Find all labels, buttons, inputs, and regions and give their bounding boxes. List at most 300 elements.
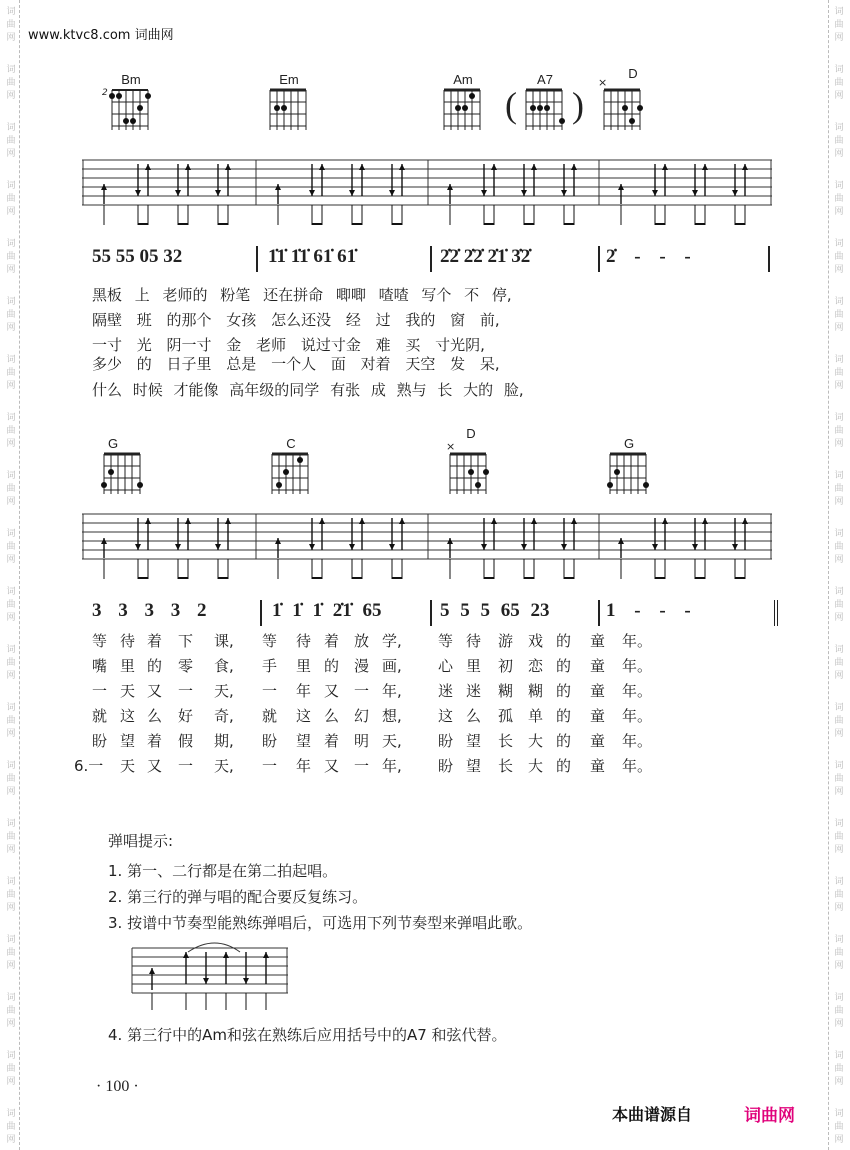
watermark-glyph: 词 — [6, 123, 16, 133]
strum-arrow — [662, 164, 668, 170]
measure: 2̇ - - - — [598, 246, 770, 272]
rhythm-pattern-example — [130, 940, 290, 1010]
watermark-glyph: 网 — [6, 497, 16, 507]
watermark-glyph: 曲 — [6, 658, 16, 668]
watermark-glyph: 曲 — [6, 310, 16, 320]
watermark-glyph: 网 — [6, 1019, 16, 1029]
strum-arrow — [145, 164, 151, 170]
strum-arrow — [185, 164, 191, 170]
watermark-glyph: 网 — [6, 33, 16, 43]
lyric-line: 黑板 上 老师的 粉笔 还在拼命 唧唧 喳喳 写个 不 停, — [92, 286, 512, 304]
lyric-char: 大 — [528, 757, 544, 775]
watermark-glyph: 曲 — [834, 136, 844, 146]
lyric-char: 学, — [382, 632, 402, 650]
lyric-char: 等 — [262, 632, 278, 650]
watermark-glyph: 词 — [834, 761, 844, 771]
lyric-char: 着 — [147, 632, 163, 650]
lyric-char: 一 — [262, 682, 278, 700]
strum-arrow — [692, 544, 698, 550]
strum-arrow — [652, 190, 658, 196]
strum-arrow — [521, 544, 527, 550]
watermark-glyph: 曲 — [834, 426, 844, 436]
watermark-glyph: 词 — [6, 1109, 16, 1119]
watermark-glyph: 词 — [6, 761, 16, 771]
lyric-char: 童 — [590, 707, 606, 725]
strum-arrow — [399, 518, 405, 524]
lyric-char: 长 — [498, 757, 514, 775]
watermark-glyph: 网 — [6, 787, 16, 797]
lyric-char: 天 — [120, 757, 136, 775]
lyric-char: 么 — [147, 707, 163, 725]
watermark-glyph: 曲 — [6, 20, 16, 30]
page-number: · 100 · — [96, 1078, 139, 1095]
lyric-line: 什么 时候 才能像 高年级的同学 有张 成 熟与 长 大的 脸, — [92, 381, 524, 399]
strum-arrow — [571, 164, 577, 170]
lyric-char: 童 — [590, 657, 606, 675]
lyric-char: 糊 — [498, 682, 514, 700]
lyric-char: 长 — [498, 732, 514, 750]
tip-item: 4. 第三行中的Am和弦在熟练后应用括号中的A7 和弦代替。 — [108, 1026, 507, 1044]
lyric-char: 望 — [296, 732, 312, 750]
watermark-glyph: 曲 — [6, 194, 16, 204]
watermark-glyph: 词 — [834, 413, 844, 423]
lyric-char: 一 — [178, 682, 194, 700]
watermark-glyph: 曲 — [6, 484, 16, 494]
lyric-char: 待 — [120, 632, 136, 650]
watermark-glyph: 曲 — [6, 832, 16, 842]
watermark-glyph: 曲 — [834, 1122, 844, 1132]
lyric-char: 这 — [296, 707, 312, 725]
watermark-glyph: 词 — [6, 703, 16, 713]
strum-tab-line-1 — [82, 158, 772, 228]
lyric-char: 食, — [214, 657, 234, 675]
lyric-char: 幻 — [354, 707, 370, 725]
lyric-char: 里 — [466, 657, 482, 675]
open-paren: ( — [505, 85, 517, 125]
watermark-glyph: 曲 — [6, 1064, 16, 1074]
watermark-glyph: 网 — [6, 961, 16, 971]
lyric-char: 一 — [354, 682, 370, 700]
watermark-glyph: 词 — [6, 413, 16, 423]
watermark-glyph: 网 — [6, 613, 16, 623]
strum-arrow — [215, 544, 221, 550]
lyric-char: 年。 — [622, 732, 653, 750]
watermark-glyph: 曲 — [834, 542, 844, 552]
strum-arrow — [399, 164, 405, 170]
watermark-glyph: 网 — [834, 265, 844, 275]
watermark-glyph: 网 — [834, 787, 844, 797]
lyric-char: 期, — [214, 732, 234, 750]
chord-name: A7 — [537, 72, 553, 87]
watermark-glyph: 网 — [6, 439, 16, 449]
watermark-glyph: 曲 — [6, 716, 16, 726]
strum-arrow — [359, 164, 365, 170]
strum-arrow — [389, 544, 395, 550]
watermark-glyph: 词 — [834, 239, 844, 249]
strum-arrow — [491, 518, 497, 524]
watermark-glyph: 词 — [6, 993, 16, 1003]
watermark-glyph: 词 — [834, 993, 844, 1003]
lyric-char: 年 — [296, 682, 312, 700]
watermark-glyph: 词 — [6, 587, 16, 597]
strum-arrow — [491, 164, 497, 170]
lyric-char: 一 — [262, 757, 278, 775]
watermark-glyph: 网 — [6, 1135, 16, 1145]
watermark-glyph: 词 — [6, 529, 16, 539]
lyric-char: 童 — [590, 682, 606, 700]
lyric-char: 的 — [556, 657, 572, 675]
strum-arrow — [319, 164, 325, 170]
strum-arrow — [702, 164, 708, 170]
watermark-glyph: 词 — [834, 65, 844, 75]
lyric-char: 奇, — [214, 707, 234, 725]
strum-arrow — [175, 544, 181, 550]
lyric-char: 盼 — [262, 732, 278, 750]
strum-arrow — [481, 190, 487, 196]
mute-mark: × — [446, 440, 456, 453]
watermark-glyph: 曲 — [6, 78, 16, 88]
watermark-glyph: 词 — [6, 645, 16, 655]
lyric-char: 年。 — [622, 632, 653, 650]
watermark-glyph: 词 — [834, 1109, 844, 1119]
lyric-char: 初 — [498, 657, 514, 675]
chord-grid — [266, 88, 312, 136]
strum-arrow — [531, 518, 537, 524]
strum-arrow — [521, 190, 527, 196]
lyric-char: 画, — [382, 657, 402, 675]
lyric-char: 恋 — [528, 657, 544, 675]
chord-name: G — [623, 436, 635, 451]
lyric-char: 零 — [178, 657, 194, 675]
close-paren: ) — [572, 85, 584, 125]
watermark-glyph: 网 — [834, 91, 844, 101]
watermark-glyph: 词 — [6, 65, 16, 75]
lyric-char: 待 — [296, 632, 312, 650]
lyric-char: 漫 — [354, 657, 370, 675]
chord-grid — [446, 452, 492, 500]
strum-arrow — [349, 190, 355, 196]
lyric-char: 盼 — [92, 732, 108, 750]
lyric-char: 一 — [178, 757, 194, 775]
lyric-char: 盼 — [438, 757, 454, 775]
lyric-char: 里 — [296, 657, 312, 675]
watermark-glyph: 网 — [834, 33, 844, 43]
watermark-glyph: 网 — [6, 323, 16, 333]
watermark-glyph: 网 — [834, 1019, 844, 1029]
lyric-char: 的 — [147, 657, 163, 675]
tips-title: 弹唱提示: — [108, 832, 174, 850]
lyric-char: 又 — [324, 757, 340, 775]
left-watermark-strip — [4, 0, 18, 1150]
chord-g-2 — [606, 436, 652, 506]
lyric-char: 6.一 — [74, 757, 104, 775]
watermark-glyph: 曲 — [834, 774, 844, 784]
chord-name: D — [628, 66, 638, 81]
strum-arrow — [309, 544, 315, 550]
lyric-char: 单 — [528, 707, 544, 725]
strum-pattern — [149, 952, 269, 1010]
chord-bm — [102, 72, 154, 142]
strum-arrow — [531, 164, 537, 170]
chord-name: Am — [453, 72, 473, 87]
chord-name: C — [286, 436, 296, 451]
watermark-glyph: 网 — [834, 207, 844, 217]
chord-name: G — [107, 436, 119, 451]
watermark-glyph: 网 — [6, 671, 16, 681]
watermark-glyph: 曲 — [6, 368, 16, 378]
chord-name: Bm — [121, 72, 141, 87]
chord-grid — [108, 88, 154, 136]
watermark-glyph: 曲 — [834, 1006, 844, 1016]
strum-arrow — [225, 518, 231, 524]
lyric-char: 又 — [147, 757, 163, 775]
lyric-char: 望 — [120, 732, 136, 750]
measure: 1 - - - — [598, 600, 778, 626]
watermark-glyph: 曲 — [6, 600, 16, 610]
strum-arrow — [149, 968, 155, 974]
right-watermark-strip — [832, 0, 846, 1150]
strum-arrow — [389, 190, 395, 196]
watermark-glyph: 词 — [6, 239, 16, 249]
strum-arrow — [243, 978, 249, 984]
watermark-glyph: 词 — [834, 529, 844, 539]
lyric-char: 年。 — [622, 657, 653, 675]
watermark-glyph: 网 — [6, 91, 16, 101]
strum-arrow — [175, 190, 181, 196]
watermark-glyph: 词 — [6, 935, 16, 945]
watermark-glyph: 网 — [834, 149, 844, 159]
watermark-glyph: 词 — [6, 1051, 16, 1061]
watermark-glyph: 词 — [834, 703, 844, 713]
strum-arrow — [732, 190, 738, 196]
strum-arrow — [561, 190, 567, 196]
brand-logo[interactable]: 词曲网 — [744, 1106, 795, 1126]
measure: 5 5 5 65 23 — [430, 600, 550, 626]
strum-arrow — [309, 190, 315, 196]
watermark-glyph: 词 — [834, 297, 844, 307]
lyric-char: 戏 — [528, 632, 544, 650]
lyric-char: 就 — [262, 707, 278, 725]
lyric-char: 明 — [354, 732, 370, 750]
mute-mark: × — [598, 76, 608, 89]
lyric-char: 的 — [324, 657, 340, 675]
lyric-char: 想, — [382, 707, 402, 725]
watermark-glyph: 词 — [6, 297, 16, 307]
watermark-glyph: 曲 — [834, 194, 844, 204]
watermark-glyph: 词 — [834, 471, 844, 481]
strum-arrow — [215, 190, 221, 196]
watermark-glyph: 曲 — [834, 658, 844, 668]
watermark-glyph: 词 — [834, 877, 844, 887]
tip-item: 3. 按谱中节奏型能熟练弹唱后，可选用下列节奏型来弹唱此歌。 — [108, 914, 533, 932]
measure: 55 55 05 32 — [92, 246, 183, 267]
watermark-glyph: 曲 — [6, 542, 16, 552]
watermark-glyph: 词 — [834, 1051, 844, 1061]
watermark-glyph: 曲 — [834, 20, 844, 30]
jianpu-line-1 — [80, 246, 780, 274]
watermark-glyph: 网 — [6, 729, 16, 739]
lyric-char: 年。 — [622, 757, 653, 775]
lyric-char: 的 — [556, 682, 572, 700]
strum-arrow — [185, 518, 191, 524]
watermark-glyph: 网 — [834, 497, 844, 507]
lyric-char: 里 — [120, 657, 136, 675]
watermark-glyph: 词 — [834, 935, 844, 945]
lyric-char: 望 — [466, 757, 482, 775]
watermark-glyph: 网 — [6, 149, 16, 159]
watermark-glyph: 曲 — [834, 716, 844, 726]
lyric-char: 待 — [466, 632, 482, 650]
watermark-glyph: 网 — [834, 613, 844, 623]
chord-c — [268, 436, 314, 506]
measure: 3 3 3 3 2 — [92, 600, 207, 621]
watermark-glyph: 网 — [6, 555, 16, 565]
strum-arrow — [135, 190, 141, 196]
lyric-char: 这 — [120, 707, 136, 725]
chord-a7 — [522, 72, 568, 142]
lyric-char: 糊 — [528, 682, 544, 700]
strum-tab-line-2 — [82, 512, 772, 582]
lyric-char: 着 — [324, 632, 340, 650]
tip-item: 2. 第三行的弹与唱的配合要反复练习。 — [108, 888, 368, 906]
strum-arrow — [263, 952, 269, 958]
lyric-char: 心 — [438, 657, 454, 675]
strum-arrow — [225, 164, 231, 170]
watermark-glyph: 网 — [834, 381, 844, 391]
watermark-glyph: 网 — [6, 903, 16, 913]
chord-am — [440, 72, 486, 142]
strum-arrow — [742, 518, 748, 524]
watermark-glyph: 曲 — [6, 1122, 16, 1132]
watermark-glyph: 网 — [834, 671, 844, 681]
chord-grid — [522, 88, 568, 136]
measure: 1̇ 1̇ 1̇ 2̇1̇ 65 — [260, 600, 382, 626]
lyric-char: 等 — [92, 632, 108, 650]
lyric-char: 么 — [324, 707, 340, 725]
watermark-glyph: 词 — [834, 181, 844, 191]
watermark-glyph: 曲 — [834, 78, 844, 88]
lyric-char: 童 — [590, 632, 606, 650]
watermark-glyph: 词 — [6, 819, 16, 829]
strum-arrow — [732, 544, 738, 550]
watermark-glyph: 词 — [834, 7, 844, 17]
strum-arrow — [742, 164, 748, 170]
lyric-char: 天 — [120, 682, 136, 700]
watermark-glyph: 曲 — [834, 890, 844, 900]
fret-number: 2 — [102, 88, 108, 98]
strum-arrow — [359, 518, 365, 524]
chord-d — [600, 66, 646, 142]
watermark-glyph: 词 — [834, 587, 844, 597]
lyric-char: 这 — [438, 707, 454, 725]
lyric-char: 又 — [147, 682, 163, 700]
lyric-char: 手 — [262, 657, 278, 675]
lyric-char: 大 — [528, 732, 544, 750]
watermark-glyph: 曲 — [6, 252, 16, 262]
strum-arrow — [692, 190, 698, 196]
watermark-glyph: 曲 — [834, 310, 844, 320]
strum-pattern — [101, 164, 748, 225]
lyric-char: 孤 — [498, 707, 514, 725]
watermark-glyph: 曲 — [6, 774, 16, 784]
watermark-glyph: 曲 — [834, 832, 844, 842]
watermark-glyph: 网 — [834, 555, 844, 565]
measure: 2̇2̇ 2̇2̇ 2̇1̇ 3̇2̇ — [430, 246, 530, 272]
strum-arrow — [145, 518, 151, 524]
lyric-char: 天, — [382, 732, 402, 750]
watermark-glyph: 网 — [6, 1077, 16, 1087]
watermark-glyph: 网 — [834, 323, 844, 333]
watermark-glyph: 词 — [834, 355, 844, 365]
lyric-char: 又 — [324, 682, 340, 700]
lyric-char: 天, — [214, 757, 234, 775]
watermark-glyph: 网 — [834, 729, 844, 739]
strum-arrow — [481, 544, 487, 550]
lyric-char: 年。 — [622, 682, 653, 700]
lyric-line: 隔壁 班 的那个 女孩 怎么还没 经 过 我的 窗 前, — [92, 311, 500, 329]
lyric-char: 游 — [498, 632, 514, 650]
lyric-char: 着 — [147, 732, 163, 750]
watermark-glyph: 曲 — [834, 948, 844, 958]
lyric-char: 假 — [178, 732, 194, 750]
watermark-glyph: 曲 — [6, 136, 16, 146]
chord-g — [100, 436, 146, 506]
lyric-char: 年 — [296, 757, 312, 775]
chord-name: Em — [279, 72, 299, 87]
chord-name: D — [466, 426, 476, 441]
lyric-line: 多少 的 日子里 总是 一个人 面 对着 天空 发 呆, — [92, 355, 500, 373]
watermark-glyph: 曲 — [6, 426, 16, 436]
lyric-char: 好 — [178, 707, 194, 725]
measure: 1̇1̇ 1̇1̇ 61̇ 61̇ — [256, 246, 356, 272]
watermark-glyph: 词 — [6, 471, 16, 481]
source-label: 本曲谱源自 — [612, 1105, 693, 1124]
lyric-char: 课, — [214, 632, 234, 650]
watermark-glyph: 网 — [6, 265, 16, 275]
strum-arrow — [223, 952, 229, 958]
strum-pattern — [101, 518, 748, 579]
watermark-glyph: 网 — [834, 961, 844, 971]
strum-arrow — [652, 544, 658, 550]
strum-arrow — [662, 518, 668, 524]
chord-grid — [268, 452, 314, 500]
lyric-char: 童 — [590, 757, 606, 775]
strum-arrow — [561, 544, 567, 550]
lyric-line: 一寸 光 阴一寸 金 老师 说过寸金 难 买 寸光阴, — [92, 336, 485, 354]
lyric-char: 嘴 — [92, 657, 108, 675]
lyric-char: 天, — [214, 682, 234, 700]
lyric-char: 一 — [92, 682, 108, 700]
watermark-glyph: 词 — [6, 877, 16, 887]
watermark-glyph: 网 — [6, 381, 16, 391]
watermark-glyph: 词 — [6, 355, 16, 365]
watermark-glyph: 词 — [6, 7, 16, 17]
chord-grid — [440, 88, 486, 136]
lyric-char: 迷 — [466, 682, 482, 700]
watermark-glyph: 曲 — [834, 484, 844, 494]
site-url[interactable]: www.ktvc8.com 词曲网 — [28, 28, 174, 43]
lyric-char: 么 — [466, 707, 482, 725]
lyric-char: 的 — [556, 632, 572, 650]
strum-arrow — [183, 952, 189, 958]
watermark-glyph: 网 — [834, 845, 844, 855]
chord-grid — [600, 88, 646, 136]
lyric-char: 下 — [178, 632, 194, 650]
strum-arrow — [203, 978, 209, 984]
lyric-char: 着 — [324, 732, 340, 750]
watermark-glyph: 曲 — [834, 368, 844, 378]
watermark-glyph: 词 — [834, 819, 844, 829]
